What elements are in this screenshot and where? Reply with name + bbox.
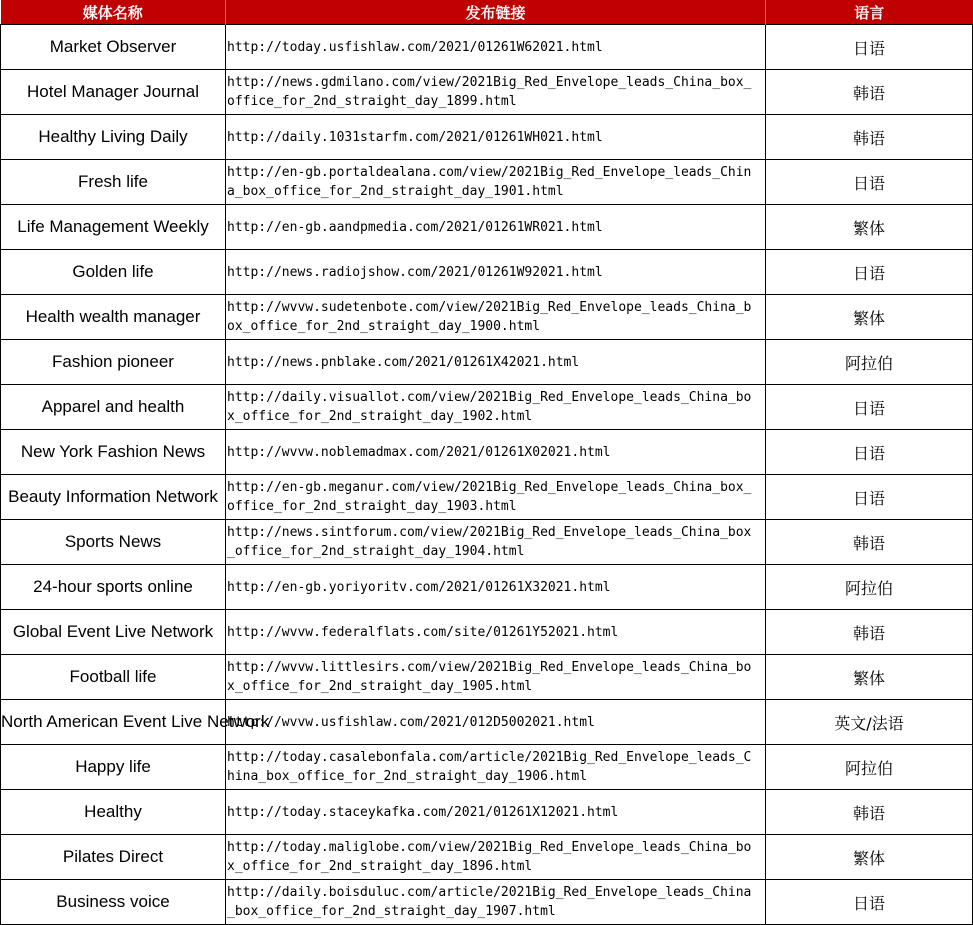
table-row bbox=[1, 475, 973, 520]
link-cell[interactable] bbox=[226, 745, 766, 790]
media-name-cell[interactable]: Global Event Live Network bbox=[1, 610, 226, 655]
table-row bbox=[1, 700, 973, 745]
link-cell[interactable] bbox=[226, 520, 766, 565]
link-cell[interactable] bbox=[226, 250, 766, 295]
media-name-cell[interactable]: Fashion pioneer bbox=[1, 340, 226, 385]
link-text[interactable]: http://today.usfishlaw.com/2021/01261W62021.html bbox=[227, 39, 603, 55]
table-header bbox=[1, 0, 973, 25]
link-text[interactable]: http://en-gb.aandpmedia.com/2021/01261WR021.html bbox=[227, 219, 603, 235]
media-name-cell[interactable]: Pilates Direct bbox=[1, 835, 226, 880]
language-cell[interactable]: 阿拉伯 bbox=[766, 745, 973, 790]
table-row bbox=[1, 340, 973, 385]
link-cell[interactable] bbox=[226, 565, 766, 610]
link-text[interactable]: http://today.maliglobe.com/view/2021Big_Red_Envelope_leads_China_box_office_for_2nd_straight_day_1896.html bbox=[227, 840, 752, 874]
media-name-cell[interactable]: Life Management Weekly bbox=[1, 205, 226, 250]
language-cell[interactable]: 繁体 bbox=[766, 835, 973, 880]
language-cell[interactable]: 繁体 bbox=[766, 295, 973, 340]
media-name-cell[interactable]: New York Fashion News bbox=[1, 430, 226, 475]
table-row bbox=[1, 880, 973, 925]
language-cell[interactable]: 日语 bbox=[766, 160, 973, 205]
table-row bbox=[1, 520, 973, 565]
header-row bbox=[1, 0, 973, 25]
link-cell[interactable] bbox=[226, 385, 766, 430]
table-row bbox=[1, 790, 973, 835]
link-cell[interactable] bbox=[226, 115, 766, 160]
link-text[interactable]: http://today.staceykafka.com/2021/01261X12021.html bbox=[227, 804, 619, 820]
media-name-cell[interactable]: Business voice bbox=[1, 880, 226, 925]
language-cell[interactable]: 韩语 bbox=[766, 610, 973, 655]
media-name-cell[interactable]: Health wealth manager bbox=[1, 295, 226, 340]
media-name-cell[interactable]: Golden life bbox=[1, 250, 226, 295]
link-cell[interactable] bbox=[226, 610, 766, 655]
link-cell[interactable] bbox=[226, 340, 766, 385]
media-name-cell[interactable]: Fresh life bbox=[1, 160, 226, 205]
media-name-cell[interactable]: Market Observer bbox=[1, 25, 226, 70]
link-text[interactable]: http://daily.visuallot.com/view/2021Big_Red_Envelope_leads_China_box_office_for_2nd_straight_day_1902.html bbox=[227, 390, 752, 424]
language-cell[interactable]: 日语 bbox=[766, 880, 973, 925]
link-cell[interactable] bbox=[226, 25, 766, 70]
table-row bbox=[1, 745, 973, 790]
link-text[interactable]: http://wvvw.littlesirs.com/view/2021Big_Red_Envelope_leads_China_box_office_for_2nd_straight_day_1905.html bbox=[227, 660, 752, 694]
link-cell[interactable] bbox=[226, 205, 766, 250]
link-text[interactable]: http://news.pnblake.com/2021/01261X42021.html bbox=[227, 354, 580, 370]
link-cell[interactable] bbox=[226, 475, 766, 520]
link-cell[interactable] bbox=[226, 430, 766, 475]
media-name-cell[interactable]: Football life bbox=[1, 655, 226, 700]
language-cell[interactable]: 日语 bbox=[766, 250, 973, 295]
table-row bbox=[1, 70, 973, 115]
link-text[interactable]: http://en-gb.yoriyoritv.com/2021/01261X32021.html bbox=[227, 579, 611, 595]
language-cell[interactable]: 日语 bbox=[766, 385, 973, 430]
language-cell[interactable]: 日语 bbox=[766, 25, 973, 70]
link-text[interactable]: http://daily.1031starfm.com/2021/01261WH021.html bbox=[227, 129, 603, 145]
table-row bbox=[1, 610, 973, 655]
link-text[interactable]: http://news.sintforum.com/view/2021Big_Red_Envelope_leads_China_box_office_for_2nd_straight_day_1904.html bbox=[227, 525, 752, 559]
media-name-cell[interactable]: Happy life bbox=[1, 745, 226, 790]
table-row bbox=[1, 655, 973, 700]
table-row bbox=[1, 25, 973, 70]
table-row bbox=[1, 565, 973, 610]
language-cell[interactable]: 韩语 bbox=[766, 70, 973, 115]
language-cell[interactable]: 繁体 bbox=[766, 655, 973, 700]
media-name-cell[interactable]: 24-hour sports online bbox=[1, 565, 226, 610]
header-language[interactable]: 语言 bbox=[766, 0, 973, 25]
media-name-cell[interactable]: Healthy bbox=[1, 790, 226, 835]
language-cell[interactable]: 韩语 bbox=[766, 790, 973, 835]
language-cell[interactable]: 繁体 bbox=[766, 205, 973, 250]
language-cell[interactable]: 日语 bbox=[766, 430, 973, 475]
table-row bbox=[1, 115, 973, 160]
table-row bbox=[1, 295, 973, 340]
link-cell[interactable] bbox=[226, 70, 766, 115]
media-name-cell[interactable]: Hotel Manager Journal bbox=[1, 70, 226, 115]
media-name-cell[interactable]: Beauty Information Network bbox=[1, 475, 226, 520]
link-text[interactable]: http://en-gb.meganur.com/view/2021Big_Red_Envelope_leads_China_box_office_for_2nd_straight_day_1903.html bbox=[227, 480, 752, 514]
table-row bbox=[1, 430, 973, 475]
table-row bbox=[1, 835, 973, 880]
link-text[interactable]: http://wvvw.sudetenbote.com/view/2021Big_Red_Envelope_leads_China_box_office_for_2nd_straight_day_1900.html bbox=[227, 300, 752, 334]
link-cell[interactable] bbox=[226, 835, 766, 880]
link-text[interactable]: http://news.radiojshow.com/2021/01261W92021.html bbox=[227, 264, 603, 280]
language-cell[interactable]: 阿拉伯 bbox=[766, 340, 973, 385]
link-text[interactable]: http://news.gdmilano.com/view/2021Big_Red_Envelope_leads_China_box_office_for_2nd_straight_day_1899.html bbox=[227, 75, 752, 109]
table-row bbox=[1, 250, 973, 295]
link-text[interactable]: http://wvvw.noblemadmax.com/2021/01261X02021.html bbox=[227, 444, 611, 460]
language-cell[interactable]: 日语 bbox=[766, 475, 973, 520]
link-cell[interactable] bbox=[226, 700, 766, 745]
link-text[interactable]: http://today.casalebonfala.com/article/2021Big_Red_Envelope_leads_China_box_office_for_2nd_straight_day_1906.html bbox=[227, 750, 752, 784]
table-row bbox=[1, 385, 973, 430]
link-cell[interactable] bbox=[226, 880, 766, 925]
header-link[interactable]: 发布链接 bbox=[226, 0, 766, 25]
link-cell[interactable] bbox=[226, 160, 766, 205]
link-text[interactable]: http://wvvw.federalflats.com/site/01261Y52021.html bbox=[227, 624, 619, 640]
media-name-cell[interactable]: Sports News bbox=[1, 520, 226, 565]
link-text[interactable]: http://daily.boisduluc.com/article/2021Big_Red_Envelope_leads_China_box_office_for_2nd_straight_day_1907.html bbox=[227, 885, 752, 919]
media-name-cell[interactable]: Apparel and health bbox=[1, 385, 226, 430]
language-cell[interactable]: 阿拉伯 bbox=[766, 565, 973, 610]
link-cell[interactable] bbox=[226, 655, 766, 700]
media-name-cell[interactable]: North American Event Live Network bbox=[1, 700, 226, 745]
language-cell[interactable]: 韩语 bbox=[766, 520, 973, 565]
link-text[interactable]: http://en-gb.portaldealana.com/view/2021Big_Red_Envelope_leads_China_box_office_for_2nd_straight_day_1901.html bbox=[227, 165, 752, 199]
media-name-cell[interactable]: Healthy Living Daily bbox=[1, 115, 226, 160]
link-cell[interactable] bbox=[226, 790, 766, 835]
link-cell[interactable] bbox=[226, 295, 766, 340]
table-body bbox=[1, 25, 973, 925]
language-cell[interactable]: 英文/法语 bbox=[766, 700, 973, 745]
header-media-name[interactable]: 媒体名称 bbox=[1, 0, 226, 25]
table-row bbox=[1, 205, 973, 250]
language-cell[interactable]: 韩语 bbox=[766, 115, 973, 160]
link-text[interactable]: http://wvvw.usfishlaw.com/2021/012D5002021.html bbox=[227, 714, 595, 730]
table-row bbox=[1, 160, 973, 205]
